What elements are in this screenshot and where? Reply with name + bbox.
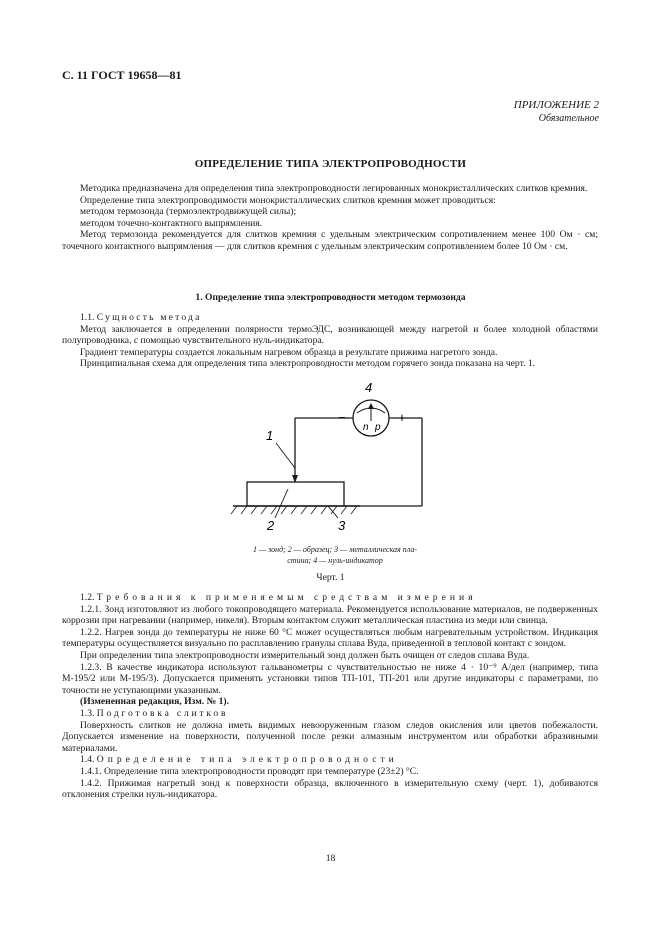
label-n: n: [363, 422, 369, 433]
subsection-number: 1.3.: [80, 707, 95, 719]
paragraph: 1.2.3. В качестве индикатора используют гальванометры с чувствительностью не ниже 4 · 10⁻⁹ А/дел (например, типа М-195/2 или М-195/3). Допускается применять установки типов ТП-101, ТП-201 или другие индикаторы с параметрами, по точности не уступающими указанным.: [62, 661, 598, 696]
subsection-title: Требования к применяемым средствам измерения: [96, 592, 477, 603]
caption-line: стина; 4 — нуль-индикатор: [287, 556, 383, 565]
leader-3: [328, 506, 338, 518]
section-1-1: [62, 312, 598, 370]
section-heading: 1. Определение типа электропроводности методом термозонда: [195, 292, 466, 303]
subsection-heading: [62, 592, 598, 604]
appendix-status: Обязательное: [538, 113, 599, 124]
hatching: [231, 506, 357, 514]
paragraph: При определении типа электропроводности измерительный зонд должен быть очищен от следов сплава Вуда.: [80, 649, 530, 661]
label-p: p: [375, 422, 381, 433]
subsection-title: Подготовка слитков: [96, 707, 229, 719]
subsection-title: Определение типа электропроводности: [96, 754, 398, 766]
caption-line: 1 — зонд; 2 — образец; 3 — металлическая пла-: [252, 545, 417, 554]
label-3: 3: [338, 518, 346, 533]
intro-paragraph: Определение типа электропроводимости монокристаллических слитков кремния может проводиться:: [80, 194, 496, 206]
page-title: ОПРЕДЕЛЕНИЕ ТИПА ЭЛЕКТРОПРОВОДНОСТИ: [194, 158, 467, 170]
label-4: 4: [365, 380, 373, 395]
paragraph: 1.2.2. Нагрев зонда до температуры не ниже 60 °С может осуществляться любым нагревательным устройством. Индикация температуры осуществляется визуально по расплавлению гранулы сплава Вуда, приведенной в тепловой контакт с зондом.: [62, 626, 598, 650]
subsection-number: 1.2.: [80, 592, 95, 603]
document-header: С. 11 ГОСТ 19658—81: [62, 68, 182, 82]
sample: [247, 482, 344, 506]
subsection-heading: [62, 754, 598, 766]
paragraph: Градиент температуры создается локальным нагревом образца в результате прижима нагретого зонда.: [80, 346, 498, 358]
label-1: 1: [266, 428, 274, 443]
appendix-title: ПРИЛОЖЕНИЕ 2: [513, 99, 599, 111]
page-number: 18: [325, 853, 336, 864]
label-2: 2: [267, 518, 275, 533]
figure-1-diagram: [220, 378, 460, 538]
paragraph: Поверхность слитков не должна иметь видимых невооруженным глазом следов окисления или цветов побежалости. Допускается изменение на поверхности, полученной после резки алмазным инструментом или обработки абразивными материалами.: [62, 719, 598, 754]
intro-paragraph: Методика предназначена для определения типа электропроводности легированных монокристаллических слитков кремния.: [80, 183, 588, 194]
paragraph: 1.4.2. Прижимая нагретый зонд к поверхности образца, включенного в измерительную схему (черт. 1), добиваются отклонения стрелки нуль-индикатора.: [62, 777, 598, 801]
figure-caption: [230, 544, 440, 566]
leader-1: [276, 443, 295, 468]
label-minus: −: [338, 410, 346, 425]
figure-name: Черт. 1: [316, 572, 345, 583]
intro-paragraph: методом точечно-контактного выпрямления.: [80, 217, 263, 229]
intro-paragraph: методом термозонда (термоэлектродвижущей силы);: [80, 206, 297, 218]
subsection-heading: [62, 312, 598, 324]
subsection-number: 1.1.: [80, 312, 95, 323]
paragraph: Принципиальная схема для определения типа электропроводности методом горячего зонда показана на черт. 1.: [80, 358, 536, 370]
needle-arrow-icon: [368, 403, 374, 409]
intro-paragraph: Метод термозонда рекомендуется для слитков кремния с удельным электрическим сопротивлением менее 100 Ом · см; точечного контактного выпрямления — для слитков кремния с удельным электрическим сопротивлением более 10 Ом · см.: [62, 229, 598, 252]
paragraph: 1.2.1. Зонд изготовляют из любого токопроводящего материала. Рекомендуется использование материалов, не подверженных коррозии при нагревании (например, никеля). Вторым контактом служит металлическая пластина из меди или свинца.: [62, 603, 598, 627]
edition-note: (Измененная редакция, Изм. № 1).: [80, 696, 230, 708]
intro-block: [62, 183, 598, 253]
appendix-label: [514, 98, 599, 126]
label-plus: +: [398, 410, 406, 425]
paragraph: Метод заключается в определении полярности термоЭДС, возникающей между нагретой и более холодной областями полупроводника, с помощью чувствительного нуль-индикатора.: [62, 323, 598, 347]
paragraph: 1.4.1. Определение типа электропроводности проводят при температуре (23±2) °С.: [80, 765, 419, 777]
section-rest: [62, 592, 598, 801]
subsection-number: 1.4.: [80, 754, 95, 766]
subsection-title: Сущность метода: [96, 312, 202, 323]
subsection-heading: [62, 708, 598, 720]
